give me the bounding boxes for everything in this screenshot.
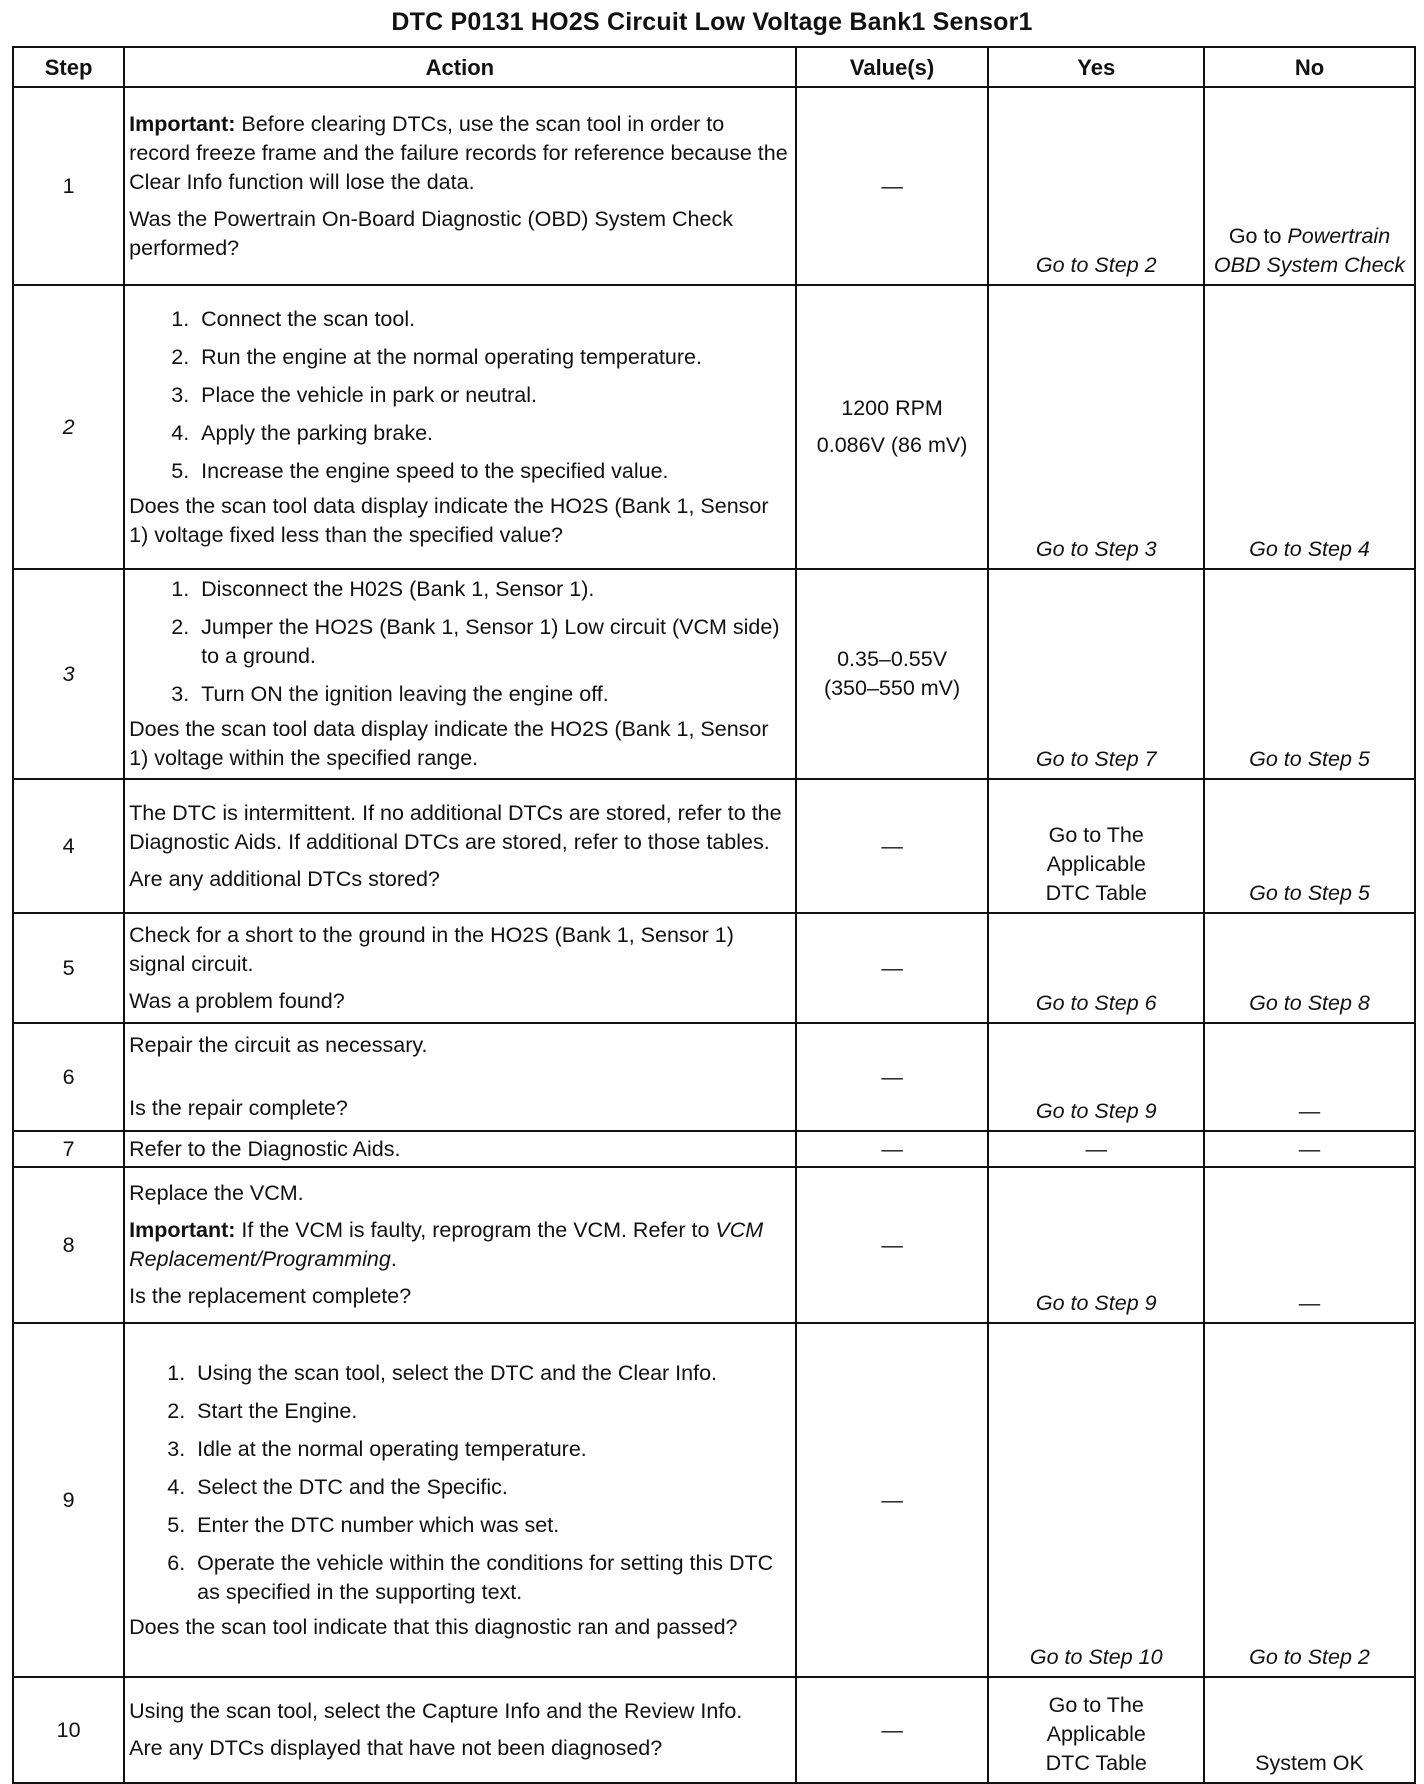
header-no: No [1204,47,1415,87]
list-item: 5. Enter the DTC number which was set. [191,1511,791,1540]
important-note [129,110,791,197]
step-number: 8 [13,1167,124,1323]
list-item: 3. Turn ON the ignition leaving the engine off. [195,680,791,709]
no-cell: — [1204,1023,1415,1131]
yes-cell: Go to Step 9 [988,1023,1204,1131]
table-row [13,1023,1415,1131]
yes-cell: Go to Step 9 [988,1167,1204,1323]
vcm-programming-link: VCM Replacement/Programming [129,1218,764,1271]
table-row [13,1677,1415,1783]
yes-cell: Go to Step 10 [988,1323,1204,1677]
spacer [129,1060,791,1094]
powertrain-obd-link: Powertrain OBD System Check [1213,224,1406,277]
procedure-list [129,1359,791,1607]
step-number: 1 [13,87,124,285]
action-cell [124,1167,796,1323]
list-item: 3. Idle at the normal operating temperature. [191,1435,791,1464]
table-row [13,285,1415,569]
list-item: 1. Using the scan tool, select the DTC and the Clear Info. [191,1359,791,1388]
list-item: 1. Disconnect the H02S (Bank 1, Sensor 1). [195,575,791,604]
action-cell [124,285,796,569]
yes-cell: Go to The Applicable DTC Table [988,779,1204,913]
yes-cell: Go to Step 3 [988,285,1204,569]
yes-cell: Go to Step 7 [988,569,1204,779]
action-cell [124,569,796,779]
no-cell [1204,87,1415,285]
step-number: 4 [13,779,124,913]
step-number: 5 [13,913,124,1023]
no-cell: Go to Step 5 [1204,779,1415,913]
action-cell [124,779,796,913]
action-question: Is the replacement complete? [129,1284,412,1308]
important-text: If the VCM is faulty, reprogram the VCM. Refer to [235,1218,716,1242]
action-question: Are any additional DTCs stored? [129,866,440,891]
action-cell [124,87,796,285]
header-step: Step [13,47,124,87]
action-text: Repair the circuit as necessary. [129,1033,428,1057]
action-text: Refer to the Diagnostic Aids. [124,1131,796,1167]
action-question: Are any DTCs displayed that have not been diagnosed? [129,1736,663,1760]
list-item: 6. Operate the vehicle within the conditions for setting this DTC as specified in the supporting text. [191,1549,791,1607]
list-item: 2. Jumper the HO2S (Bank 1, Sensor 1) Low circuit (VCM side) to a ground. [195,613,791,671]
table-row [13,1167,1415,1323]
value-cell [796,285,989,569]
no-cell: Go to Step 4 [1204,285,1415,569]
table-row [13,569,1415,779]
important-text: Before clearing DTCs, use the scan tool in order to record freeze frame and the failure records for reference because the Clear Info function will lose the data. [129,111,788,194]
value-cell: — [796,1167,989,1323]
action-cell [124,1023,796,1131]
header-values: Value(s) [796,47,989,87]
value-cell: — [796,779,989,913]
no-cell: Go to Step 8 [1204,913,1415,1023]
no-cell: — [1204,1167,1415,1323]
action-question: Does the scan tool indicate that this diagnostic ran and passed? [129,1614,738,1639]
important-note [129,1216,791,1274]
step-number: 2 [13,285,124,569]
value-millivolt-range: (350–550 mV) [823,676,961,700]
action-text: Using the scan tool, select the Capture Info and the Review Info. [129,1699,743,1723]
step-number: 10 [13,1677,124,1783]
action-text: The DTC is intermittent. If no additional DTCs are stored, refer to the Diagnostic Aids. If additional DTCs are stored, refer to those tables. [129,800,782,854]
yes-cell: Go to Step 6 [988,913,1204,1023]
important-label: Important: [129,111,236,136]
step-number: 6 [13,1023,124,1131]
table-row [13,1131,1415,1167]
yes-cell: — [988,1131,1204,1167]
yes-cell: Go to Step 2 [988,87,1204,285]
value-voltage: 0.086V (86 mV) [816,433,968,457]
value-cell [796,569,989,779]
value-cell: — [796,913,989,1023]
action-cell [124,1677,796,1783]
step-number: 3 [13,569,124,779]
action-question: Does the scan tool data display indicate the HO2S (Bank 1, Sensor 1) voltage fixed less than the specified value? [129,493,769,547]
table-row [13,1323,1415,1677]
page-title: DTC P0131 HO2S Circuit Low Voltage Bank1 Sensor1 [391,8,1033,36]
value-cell: — [796,1131,989,1167]
yes-cell: Go to The Applicable DTC Table [988,1677,1204,1783]
diagnostic-table [12,46,1416,1784]
no-cell: Go to Step 2 [1204,1323,1415,1677]
step-number: 9 [13,1323,124,1677]
list-item: 2. Start the Engine. [191,1397,791,1426]
procedure-list [129,575,791,709]
table-row [13,779,1415,913]
header-action: Action [124,47,796,87]
table-row [13,913,1415,1023]
list-item: 4. Apply the parking brake. [195,419,791,448]
header-yes: Yes [988,47,1204,87]
value-rpm: 1200 RPM [841,396,943,420]
step-number: 7 [13,1131,124,1167]
action-question: Is the repair complete? [129,1096,348,1120]
no-cell: — [1204,1131,1415,1167]
procedure-list [129,305,791,486]
value-cell: — [796,1323,989,1677]
value-cell: — [796,1023,989,1131]
action-cell [124,1323,796,1677]
important-label: Important: [129,1218,236,1242]
no-cell: System OK [1204,1677,1415,1783]
list-item: 4. Select the DTC and the Specific. [191,1473,791,1502]
important-end: . [390,1247,397,1271]
no-cell: Go to Step 5 [1204,569,1415,779]
list-item: 5. Increase the engine speed to the specified value. [195,457,791,486]
action-text: Replace the VCM. [129,1181,304,1205]
action-question: Was the Powertrain On-Board Diagnostic (OBD) System Check performed? [129,206,733,260]
value-cell: — [796,1677,989,1783]
list-item: 2. Run the engine at the normal operating temperature. [195,343,791,372]
value-cell: — [796,87,989,285]
action-cell [124,913,796,1023]
value-voltage-range: 0.35–0.55V [837,647,948,671]
list-item: 1. Connect the scan tool. [195,305,791,334]
no-prefix: Go to [1228,224,1288,248]
action-text: Check for a short to the ground in the HO2S (Bank 1, Sensor 1) signal circuit. [129,922,734,976]
list-item: 3. Place the vehicle in park or neutral. [195,381,791,410]
action-question: Does the scan tool data display indicate the HO2S (Bank 1, Sensor 1) voltage within the specified range. [129,717,769,770]
header-row [13,47,1415,87]
table-row [13,87,1415,285]
action-question: Was a problem found? [129,988,345,1013]
